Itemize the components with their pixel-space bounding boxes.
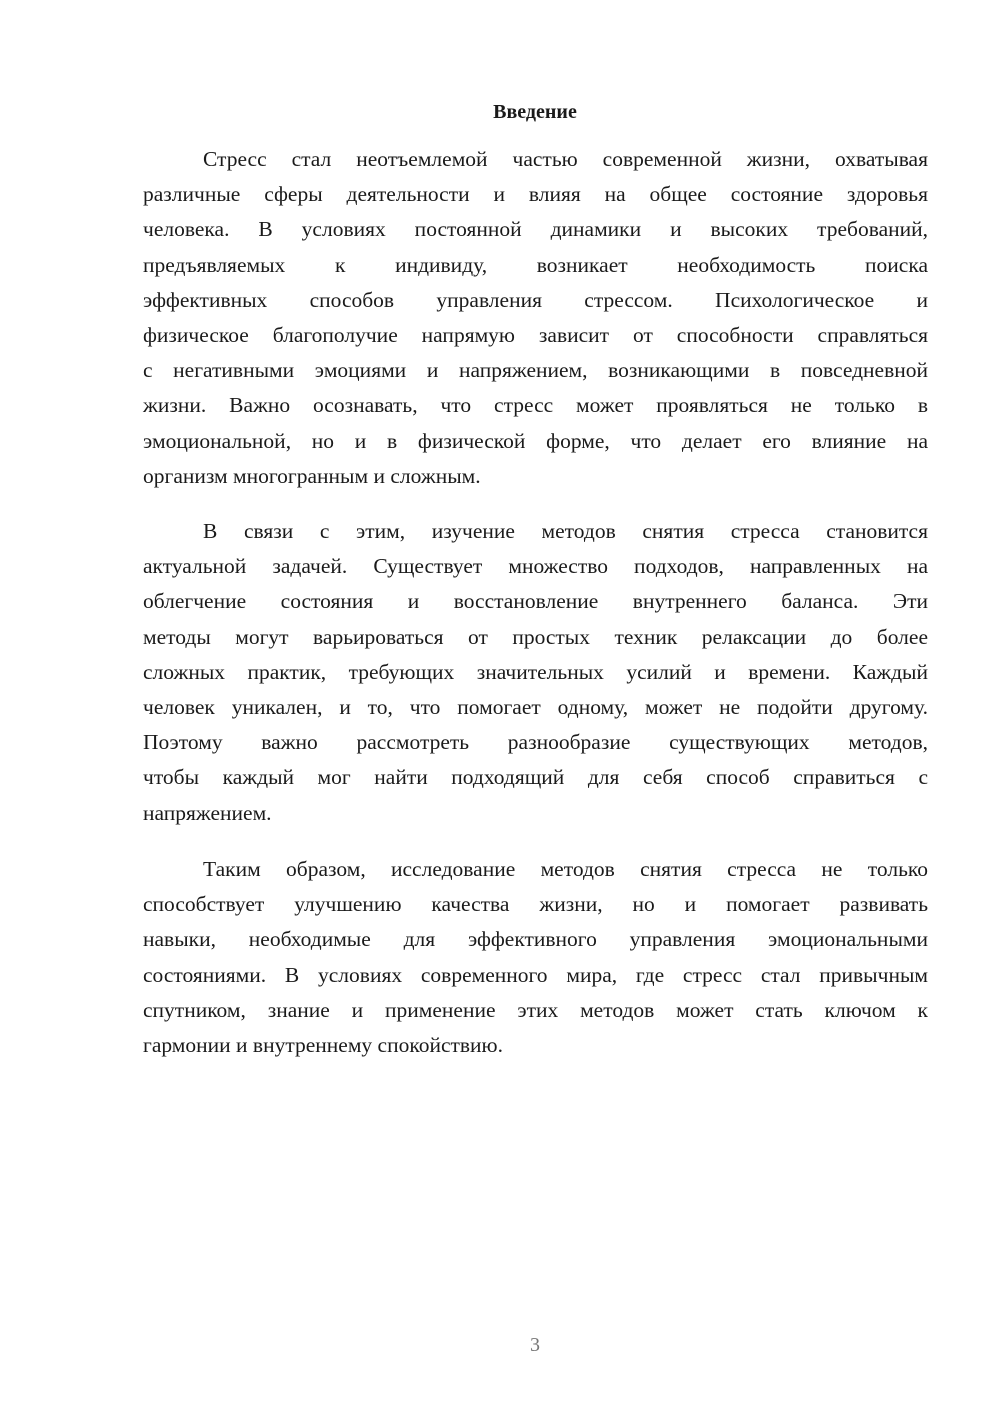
text-line: сложных практик, требующих значительных усилий и времени. Каждый (143, 659, 928, 684)
text-line: различные сферы деятельности и влияя на общее состояние здоровья (143, 182, 928, 207)
text-line: состояниями. В условиях современного мира, где стресс стал привычным (143, 962, 928, 987)
text-line: Поэтому важно рассмотреть разнообразие существующих методов, (143, 730, 928, 755)
text-line: напряжением. (143, 800, 272, 825)
text-line: актуальной задачей. Существует множество подходов, направленных на (143, 554, 928, 579)
paragraph (143, 514, 928, 831)
page-title: Введение (493, 101, 577, 123)
text-line: эмоциональной, но и в физической форме, что делает его влияние на (143, 428, 928, 453)
text-line: Таким образом, исследование методов снятия стресса не только (203, 857, 928, 881)
text-line: человек уникален, и то, что помогает одному, может не подойти другому. (143, 694, 928, 719)
text-line: человека. В условиях постоянной динамики и высоких требований, (143, 217, 928, 242)
paragraph (143, 852, 928, 1063)
text-line: спутником, знание и применение этих методов может стать ключом к (143, 997, 928, 1022)
text-line: навыки, необходимые для эффективного управления эмоциональными (143, 927, 928, 952)
text-line: чтобы каждый мог найти подходящий для себя способ справиться с (143, 765, 928, 790)
text-line: эффективных способов управления стрессом. Психологическое и (143, 287, 928, 312)
paragraph (143, 142, 928, 494)
text-line: жизни. Важно осознавать, что стресс может проявляться не только в (143, 393, 928, 418)
text-line: организм многогранным и сложным. (143, 463, 481, 488)
text-line: способствует улучшению качества жизни, но и помогает развивать (143, 892, 928, 917)
text-line: физическое благополучие напрямую зависит от способности справляться (143, 322, 928, 347)
page-number: 3 (530, 1334, 540, 1356)
text-line: Стресс стал неотъемлемой частью современной жизни, охватывая (203, 147, 928, 171)
text-line: предъявляемых к индивиду, возникает необходимость поиска (143, 252, 928, 277)
text-line: гармонии и внутреннему спокойствию. (143, 1032, 503, 1057)
text-line: В связи с этим, изучение методов снятия стресса становится (203, 519, 928, 543)
text-line: методы могут варьироваться от простых техник релаксации до более (143, 624, 928, 649)
text-line: облегчение состояния и восстановление внутреннего баланса. Эти (143, 589, 928, 614)
text-line: с негативными эмоциями и напряжением, возникающими в повседневной (143, 358, 928, 383)
